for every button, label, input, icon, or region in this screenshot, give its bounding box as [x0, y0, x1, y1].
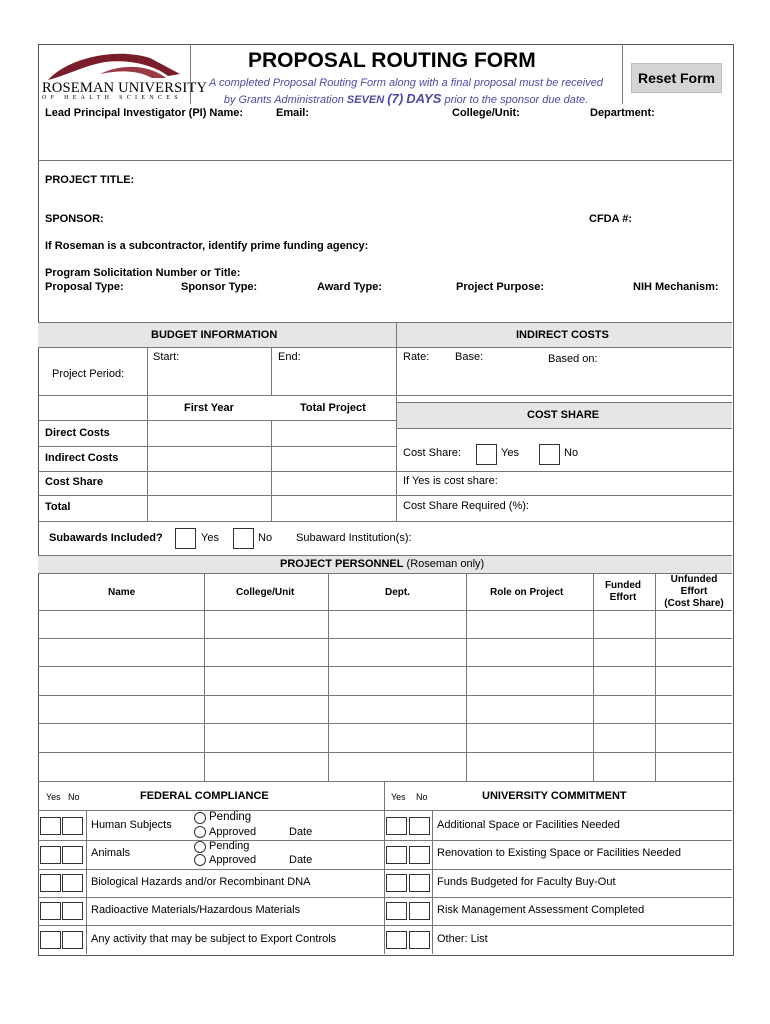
- note-days: DAYS: [406, 91, 442, 106]
- total-first-year-field[interactable]: [150, 498, 268, 518]
- federal-compliance-heading: FEDERAL COMPLIANCE: [140, 790, 269, 802]
- subcontractor-label: If Roseman is a subcontractor, identify prime funding agency:: [45, 240, 369, 252]
- cfda-label: CFDA #:: [589, 213, 632, 225]
- logo-swoosh-icon: [40, 50, 188, 84]
- project-purpose-label: Project Purpose:: [456, 281, 545, 293]
- reset-form-button[interactable]: Reset Form: [631, 63, 722, 93]
- animals-date-label: Date: [289, 854, 313, 866]
- start-label: Start:: [153, 351, 180, 363]
- end-label: End:: [278, 351, 301, 363]
- unfunded-line3: (Cost Share): [664, 598, 724, 609]
- total-project-field[interactable]: [274, 498, 392, 518]
- award-type-label: Award Type:: [317, 281, 382, 293]
- renovation-no-checkbox[interactable]: [409, 846, 430, 864]
- project-purpose-select[interactable]: [455, 295, 605, 315]
- note-seven: SEVEN: [346, 94, 385, 106]
- human-subjects-approved-label: Approved: [209, 826, 257, 838]
- indirect-costs-total-field[interactable]: [274, 449, 392, 469]
- export-controls-label: Any activity that may be subject to Export Controls: [91, 933, 337, 945]
- cost-share-yes-label: Yes: [501, 447, 519, 459]
- form-title: PROPOSAL ROUTING FORM: [248, 49, 536, 72]
- other-yes-checkbox[interactable]: [386, 931, 407, 949]
- human-subjects-pending-label: Pending: [209, 811, 252, 823]
- note-line2-pre: by Grants Administration: [223, 94, 347, 106]
- email-field[interactable]: [274, 121, 448, 159]
- biohazards-label: Biological Hazards and/or Recombinant DNA: [91, 876, 311, 888]
- export-controls-no-checkbox[interactable]: [62, 931, 83, 949]
- nih-mechanism-label: NIH Mechanism:: [633, 281, 719, 293]
- department-label: Department:: [590, 107, 655, 119]
- personnel-row[interactable]: [40, 612, 730, 637]
- federal-yes-header: Yes: [46, 792, 61, 802]
- total-project-header: Total Project: [300, 402, 366, 414]
- note-line2-post: prior to the sponsor due date.: [441, 94, 589, 106]
- human-subjects-yes-checkbox[interactable]: [40, 817, 61, 835]
- animals-no-checkbox[interactable]: [62, 846, 83, 864]
- budget-heading: BUDGET INFORMATION: [151, 329, 278, 341]
- rate-field[interactable]: [400, 365, 448, 393]
- prime-agency-field[interactable]: [384, 236, 724, 254]
- based-on-select[interactable]: [546, 367, 726, 393]
- proposal-type-label: Proposal Type:: [45, 281, 124, 293]
- human-subjects-label: Human Subjects: [91, 819, 172, 831]
- end-date-field[interactable]: [274, 364, 392, 392]
- human-subjects-no-checkbox[interactable]: [62, 817, 83, 835]
- buyout-label: Funds Budgeted for Faculty Buy-Out: [437, 876, 616, 888]
- renovation-yes-checkbox[interactable]: [386, 846, 407, 864]
- submission-note: [194, 76, 618, 108]
- rate-label: Rate:: [403, 351, 430, 363]
- note-seven-num: (7): [387, 91, 404, 106]
- biohazards-no-checkbox[interactable]: [62, 874, 83, 892]
- cost-share-no-checkbox[interactable]: [539, 444, 560, 465]
- university-subname: OF HEALTH SCIENCES: [42, 95, 182, 101]
- personnel-row[interactable]: [40, 640, 730, 665]
- animals-yes-checkbox[interactable]: [40, 846, 61, 864]
- animals-date-field[interactable]: [318, 850, 378, 866]
- indirect-costs-first-year-field[interactable]: [150, 449, 268, 469]
- personnel-col-funded: [594, 580, 652, 604]
- proposal-type-select[interactable]: [44, 295, 172, 315]
- base-select[interactable]: [452, 365, 542, 393]
- personnel-heading: [280, 558, 484, 570]
- cost-share-required-field[interactable]: [536, 498, 726, 517]
- college-unit-label: College/Unit:: [452, 107, 520, 119]
- cost-share-required-label: Cost Share Required (%):: [403, 500, 529, 512]
- radioactive-yes-checkbox[interactable]: [40, 902, 61, 920]
- university-yes-header: Yes: [391, 792, 406, 802]
- budget-row-label: Total: [45, 501, 71, 513]
- sponsor-type-select[interactable]: [180, 295, 308, 315]
- email-label: Email:: [276, 107, 310, 119]
- animals-pending-radio[interactable]: [194, 841, 206, 853]
- subawards-no-label: No: [258, 532, 273, 544]
- based-on-label: Based on:: [548, 353, 598, 365]
- risk-yes-checkbox[interactable]: [386, 902, 407, 920]
- personnel-col-college: College/Unit: [236, 587, 295, 598]
- submission-note-line1: A completed Proposal Routing Form along with a final proposal must be received: [209, 77, 603, 89]
- budget-row-label: Direct Costs: [45, 427, 110, 439]
- renovation-label: Renovation to Existing Space or Facilities Needed: [437, 847, 681, 859]
- project-title-label: PROJECT TITLE:: [45, 174, 135, 186]
- animals-pending-label: Pending: [209, 840, 250, 852]
- subawards-no-checkbox[interactable]: [233, 528, 254, 549]
- cost-share-type-field[interactable]: [506, 474, 726, 492]
- base-label: Base:: [455, 351, 484, 363]
- unfunded-line1: Unfunded: [670, 574, 718, 585]
- university-commitment-heading: UNIVERSITY COMMITMENT: [482, 790, 627, 802]
- cost-share-heading: COST SHARE: [527, 409, 600, 421]
- submission-note-line2: [194, 91, 618, 108]
- other-label: Other: List: [437, 933, 488, 945]
- cfda-field[interactable]: [636, 208, 726, 228]
- university-logo: [40, 50, 208, 102]
- risk-label: Risk Management Assessment Completed: [437, 904, 645, 916]
- first-year-header: First Year: [184, 402, 234, 414]
- university-name: ROSEMAN UNIVERSITY: [42, 80, 208, 96]
- subaward-institutions-label: Subaward Institution(s):: [296, 532, 412, 544]
- human-subjects-approved-radio[interactable]: [194, 826, 206, 838]
- buyout-no-checkbox[interactable]: [409, 874, 430, 892]
- subawards-yes-checkbox[interactable]: [175, 528, 196, 549]
- federal-no-header: No: [68, 792, 80, 802]
- space-yes-checkbox[interactable]: [386, 817, 407, 835]
- personnel-col-role: Role on Project: [490, 587, 564, 598]
- indirect-costs-heading: INDIRECT COSTS: [516, 329, 609, 341]
- human-subjects-date-field[interactable]: [318, 822, 378, 838]
- personnel-heading-text: PROJECT PERSONNEL: [280, 558, 404, 570]
- buyout-yes-checkbox[interactable]: [386, 874, 407, 892]
- space-label: Additional Space or Facilities Needed: [437, 819, 620, 831]
- radioactive-no-checkbox[interactable]: [62, 902, 83, 920]
- direct-costs-total-field[interactable]: [274, 423, 392, 443]
- other-list-field[interactable]: [492, 929, 726, 949]
- cost-share-total-field[interactable]: [274, 474, 392, 493]
- department-field[interactable]: [588, 121, 730, 159]
- personnel-col-unfunded: [656, 574, 732, 610]
- subawards-label: Subawards Included?: [49, 532, 163, 544]
- solicitation-label: Program Solicitation Number or Title:: [45, 267, 241, 279]
- lead-pi-label: Lead Principal Investigator (PI) Name:: [45, 107, 244, 119]
- human-subjects-pending-radio[interactable]: [194, 812, 206, 824]
- unfunded-line2: Effort: [680, 586, 708, 597]
- human-subjects-date-label: Date: [289, 826, 313, 838]
- funded-line2: Effort: [609, 592, 637, 603]
- other-no-checkbox[interactable]: [409, 931, 430, 949]
- solicitation-field[interactable]: [254, 264, 724, 278]
- personnel-col-name: Name: [108, 587, 136, 598]
- award-type-select[interactable]: [316, 295, 444, 315]
- space-no-checkbox[interactable]: [409, 817, 430, 835]
- cost-share-if-yes-label: If Yes is cost share:: [403, 475, 498, 487]
- animals-approved-radio[interactable]: [194, 854, 206, 866]
- sponsor-type-label: Sponsor Type:: [181, 281, 258, 293]
- sponsor-label: SPONSOR:: [45, 213, 104, 225]
- lead-pi-field[interactable]: [40, 121, 270, 159]
- cost-share-yes-checkbox[interactable]: [476, 444, 497, 465]
- personnel-row[interactable]: [40, 725, 730, 751]
- personnel-row[interactable]: [40, 697, 730, 722]
- personnel-row[interactable]: [40, 668, 730, 694]
- biohazards-yes-checkbox[interactable]: [40, 874, 61, 892]
- risk-no-checkbox[interactable]: [409, 902, 430, 920]
- nih-mechanism-select[interactable]: [632, 295, 726, 315]
- radioactive-label: Radioactive Materials/Hazardous Materials: [91, 904, 301, 916]
- export-controls-yes-checkbox[interactable]: [40, 931, 61, 949]
- personnel-col-dept: Dept.: [385, 587, 410, 598]
- direct-costs-first-year-field[interactable]: [150, 423, 268, 443]
- cost-share-no-label: No: [564, 447, 579, 459]
- personnel-row[interactable]: [40, 754, 730, 780]
- start-date-field[interactable]: [150, 364, 268, 392]
- project-title-field[interactable]: [140, 168, 725, 192]
- college-unit-field[interactable]: [450, 121, 586, 159]
- project-period-label: Project Period:: [52, 368, 125, 380]
- cost-share-question: Cost Share:: [403, 447, 462, 459]
- university-no-header: No: [416, 792, 428, 802]
- funded-line1: Funded: [604, 580, 642, 591]
- budget-row-label: Indirect Costs: [45, 452, 119, 464]
- subaward-institutions-field[interactable]: [420, 528, 726, 548]
- budget-row-label: Cost Share: [45, 476, 104, 488]
- animals-label: Animals: [91, 847, 131, 859]
- animals-approved-label: Approved: [209, 854, 257, 866]
- subawards-yes-label: Yes: [201, 532, 219, 544]
- cost-share-first-year-field[interactable]: [150, 474, 268, 493]
- sponsor-field[interactable]: [112, 208, 572, 228]
- personnel-heading-note: (Roseman only): [406, 558, 485, 570]
